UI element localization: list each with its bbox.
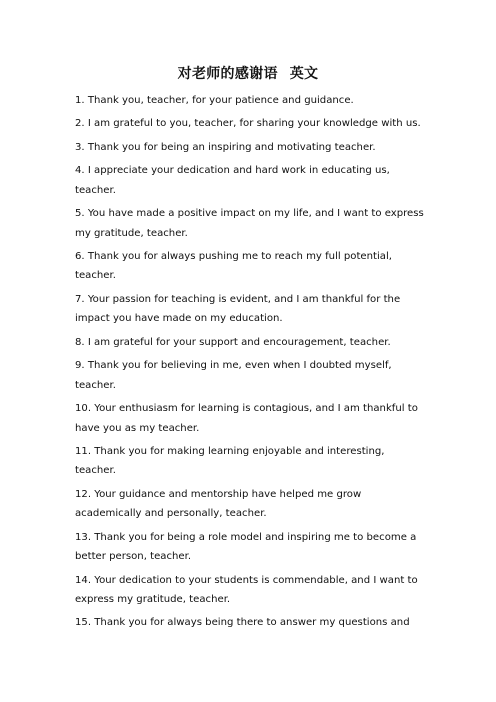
list-item: 4. I appreciate your dedication and hard work in educating us, teacher. (75, 165, 390, 196)
list-item: 15. Thank you for always being there to answer my questions and (75, 617, 410, 629)
list-item: 2. I am grateful to you, teacher, for sharing your knowledge with us. (75, 118, 421, 130)
list-item: 13. Thank you for being a role model and inspiring me to become a better person, teacher. (75, 531, 417, 563)
title-chinese: 对老师的感谢语 (177, 66, 278, 82)
list-item: 9. Thank you for believing in me, even when I doubted myself, teacher. (75, 360, 392, 391)
list-item: 1. Thank you, teacher, for your patience and guidance. (75, 95, 354, 106)
thanks-list (75, 91, 425, 637)
title-english-label: 英文 (289, 66, 319, 82)
list-item: 12. Your guidance and mentorship have helped me grow academically and personally, teacher. (75, 488, 362, 520)
list-item: 7. Your passion for teaching is evident, and I am thankful for the impact you have made on my education. (75, 293, 401, 325)
list-item: 10. Your enthusiasm for learning is contagious, and I am thankful to have you as my teacher. (75, 403, 418, 434)
list-item: 6. Thank you for always pushing me to reach my full potential, teacher. (75, 250, 392, 282)
list-item: 3. Thank you for being an inspiring and motivating teacher. (75, 141, 376, 153)
list-item: 5. You have made a positive impact on my life, and I want to express my gratitude, teacher. (75, 208, 424, 239)
list-item: 8. I am grateful for your support and encouragement, teacher. (75, 336, 391, 348)
list-item: 11. Thank you for making learning enjoyable and interesting, teacher. (75, 445, 385, 477)
list-item: 14. Your dedication to your students is commendable, and I want to express my gratitude, teacher. (75, 574, 418, 606)
page-title (0, 64, 496, 84)
